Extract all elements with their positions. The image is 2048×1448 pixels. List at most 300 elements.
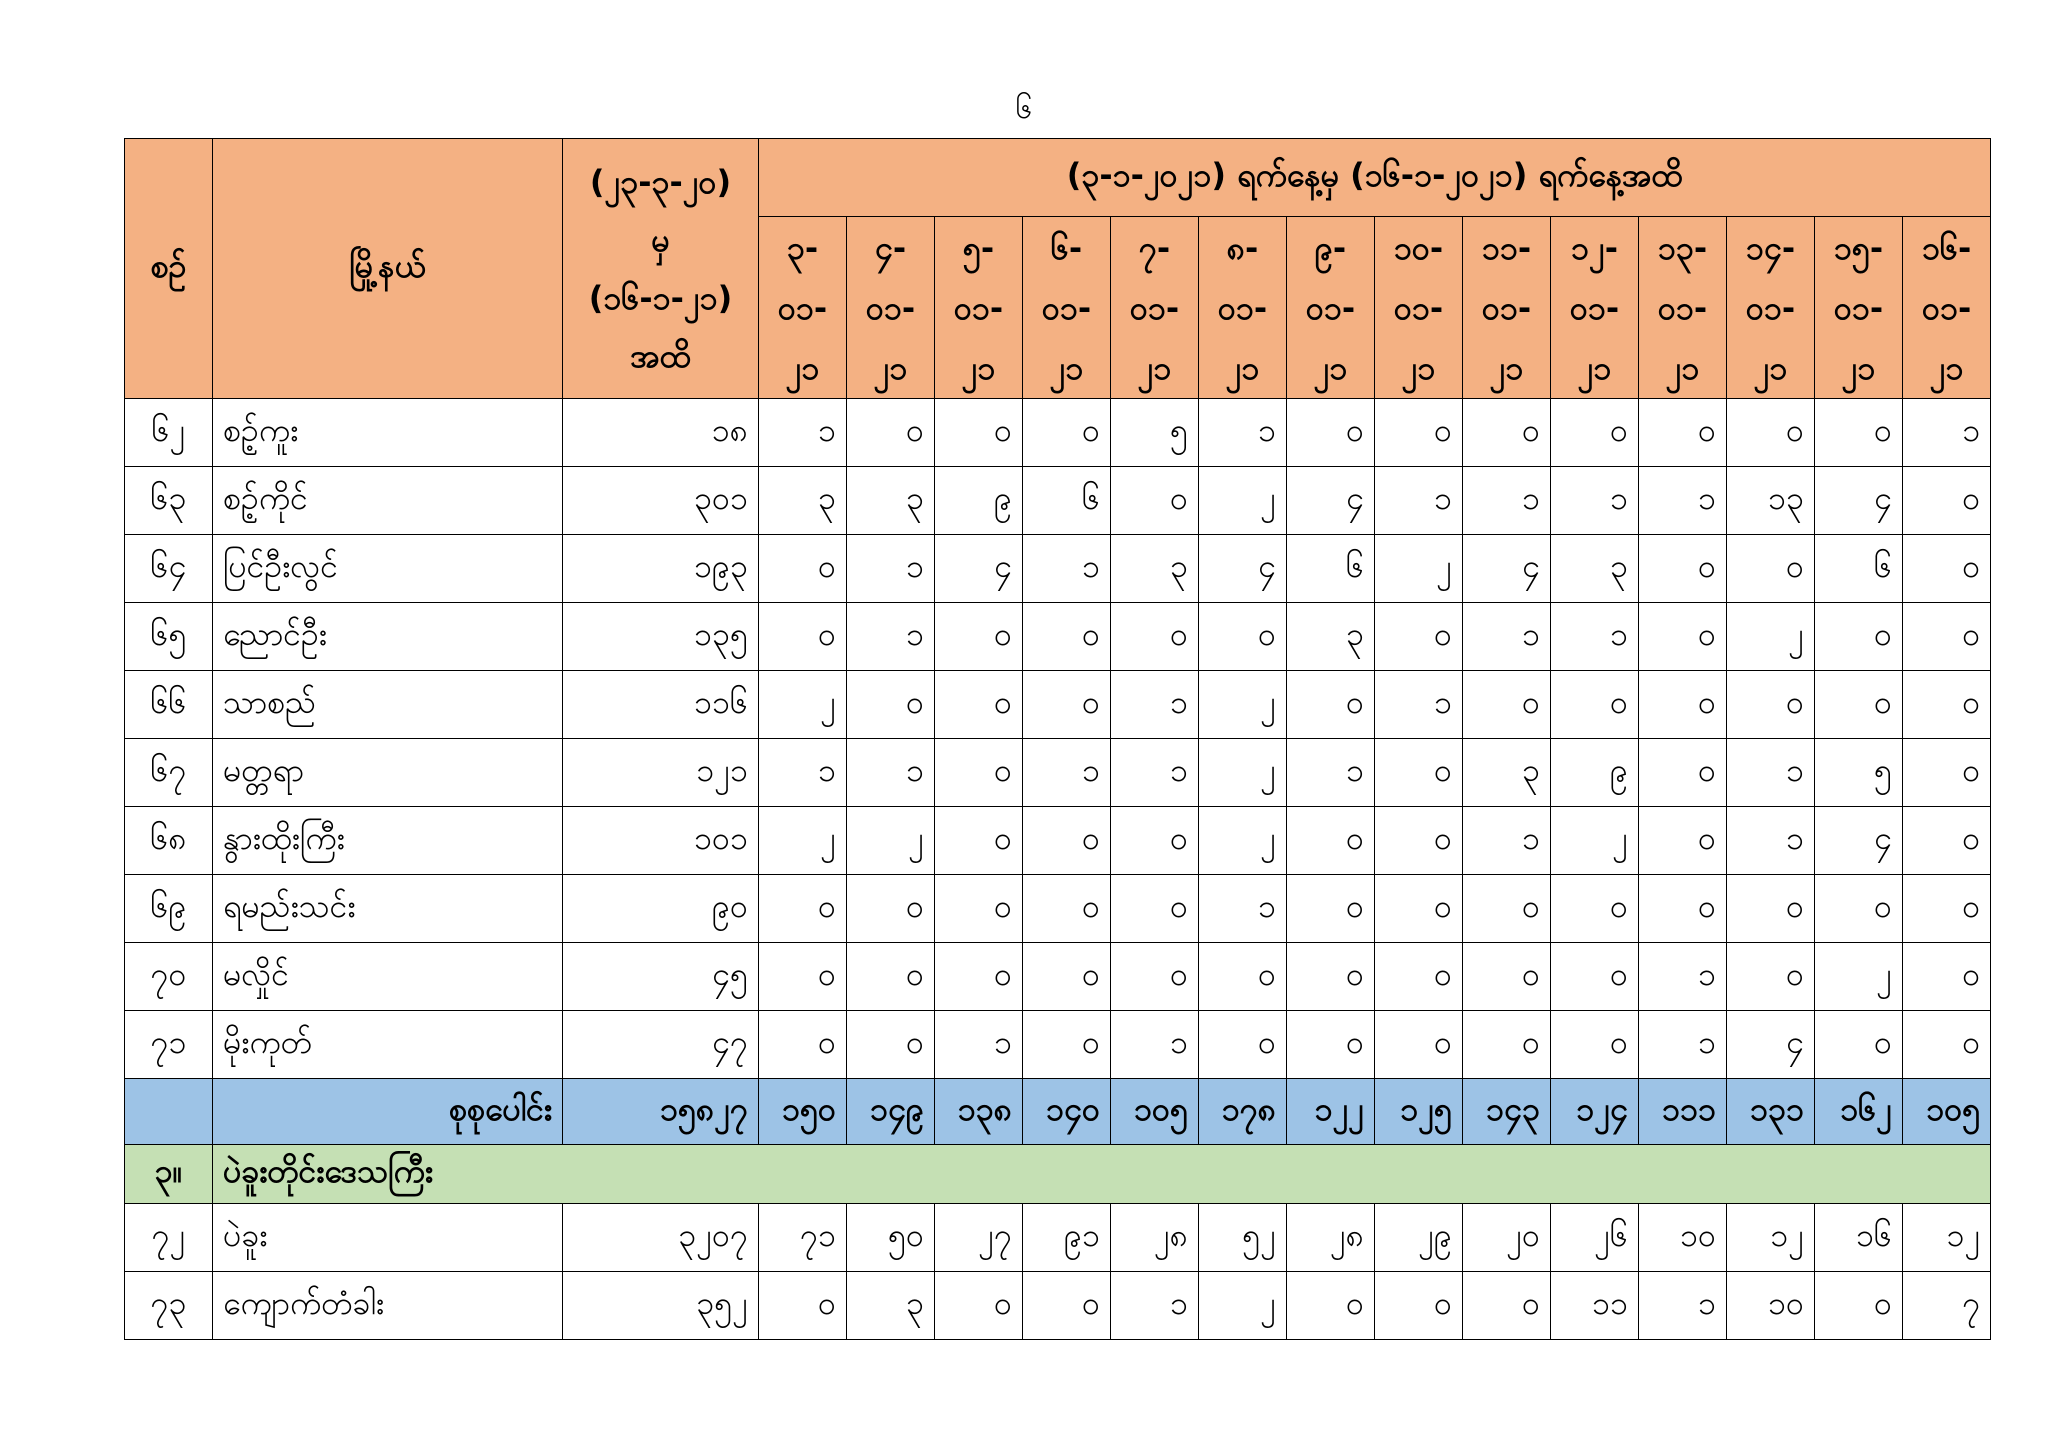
daily-count: ၀ <box>1727 535 1815 603</box>
daily-count: ၀ <box>1375 875 1463 943</box>
header-date-line: ၀၁- <box>1305 288 1356 327</box>
header-date-line: ၀၁- <box>1129 288 1180 327</box>
range-total: ၁၉၃ <box>563 535 759 603</box>
daily-count: ၁ <box>1375 671 1463 739</box>
daily-count: ၀ <box>1111 943 1199 1011</box>
header-township: မြို့နယ် <box>213 139 563 399</box>
daily-count: ၉ <box>1551 739 1639 807</box>
daily-count: ၀ <box>935 671 1023 739</box>
row-number: ၇၀ <box>125 943 213 1011</box>
daily-count: ၁ <box>1551 467 1639 535</box>
daily-count: ၀ <box>1375 807 1463 875</box>
daily-count: ၀ <box>1815 671 1903 739</box>
daily-count: ၀ <box>1287 399 1375 467</box>
daily-count: ၀ <box>1375 739 1463 807</box>
table-body-section-a <box>125 399 1991 1079</box>
range-total: ၄၇ <box>563 1011 759 1079</box>
range-total: ၁၀၁ <box>563 807 759 875</box>
header-date-line: ၇- <box>1138 228 1171 267</box>
header-date-line: ၂၁ <box>1753 348 1788 387</box>
daily-count: ၂ <box>1727 603 1815 671</box>
header-date-line: ၈- <box>1226 228 1259 267</box>
header-date <box>935 217 1023 399</box>
header-date <box>847 217 935 399</box>
daily-count: ၂ <box>759 671 847 739</box>
daily-count: ၀ <box>1815 1272 1903 1340</box>
table-row <box>125 399 1991 467</box>
daily-count: ၀ <box>1639 535 1727 603</box>
daily-count: ၂၈ <box>1111 1204 1199 1272</box>
range-total: ၁၃၅ <box>563 603 759 671</box>
header-date-line: ၂၁ <box>1489 348 1524 387</box>
section-row <box>125 1145 1991 1204</box>
daily-count: ၀ <box>1375 1011 1463 1079</box>
township-name: ပြင်ဦးလွင် <box>213 535 563 603</box>
daily-count: ၁ <box>1639 1011 1727 1079</box>
daily-count: ၀ <box>1815 875 1903 943</box>
header-date-line: ၀၁- <box>1745 288 1796 327</box>
header-date-line: ၀၁- <box>1569 288 1620 327</box>
header-date-line: ၁၆- <box>1921 228 1972 267</box>
daily-count: ၀ <box>1199 603 1287 671</box>
daily-count: ၁ <box>1639 943 1727 1011</box>
daily-count: ၀ <box>1023 1011 1111 1079</box>
daily-count: ၂ <box>1199 671 1287 739</box>
daily-count: ၀ <box>1903 535 1991 603</box>
daily-count: ၀ <box>1551 943 1639 1011</box>
row-number: ၆၂ <box>125 399 213 467</box>
daily-count: ၀ <box>847 943 935 1011</box>
daily-count: ၀ <box>1199 1011 1287 1079</box>
table-section-header <box>125 1145 1991 1204</box>
daily-count: ၀ <box>1287 1011 1375 1079</box>
daily-count: ၁ <box>847 739 935 807</box>
daily-count: ၀ <box>1463 1011 1551 1079</box>
total-daily-value: ၁၇၈ <box>1199 1079 1287 1145</box>
daily-count: ၀ <box>935 603 1023 671</box>
daily-count: ၀ <box>1111 467 1199 535</box>
table-row <box>125 807 1991 875</box>
daily-count: ၀ <box>847 875 935 943</box>
header-date-line: ၂၁ <box>1401 348 1436 387</box>
daily-count: ၀ <box>1287 807 1375 875</box>
daily-count: ၇ <box>1903 1272 1991 1340</box>
table-row <box>125 467 1991 535</box>
total-daily-value: ၁၃၈ <box>935 1079 1023 1145</box>
daily-count: ၃ <box>759 467 847 535</box>
row-number: ၆၇ <box>125 739 213 807</box>
header-date <box>1903 217 1991 399</box>
range-total: ၁၈ <box>563 399 759 467</box>
total-daily-value: ၁၅၀ <box>759 1079 847 1145</box>
daily-count: ၅၂ <box>1199 1204 1287 1272</box>
table-row <box>125 535 1991 603</box>
header-date-line: ၀၁- <box>1657 288 1708 327</box>
row-number: ၆၄ <box>125 535 213 603</box>
table-row <box>125 671 1991 739</box>
daily-count: ၀ <box>1639 739 1727 807</box>
daily-count: ၃ <box>847 467 935 535</box>
daily-count: ၂၉ <box>1375 1204 1463 1272</box>
header-date-line: ၂၁ <box>1577 348 1612 387</box>
daily-count: ၁ <box>1551 603 1639 671</box>
header-no: စဉ် <box>125 139 213 399</box>
daily-count: ၀ <box>1639 875 1727 943</box>
range-total: ၉၀ <box>563 875 759 943</box>
daily-count: ၀ <box>1023 943 1111 1011</box>
daily-count: ၀ <box>1463 671 1551 739</box>
header-date-line: ၂၁ <box>961 348 996 387</box>
daily-count: ၀ <box>1639 399 1727 467</box>
daily-count: ၂၀ <box>1463 1204 1551 1272</box>
township-name: ပဲခူး <box>213 1204 563 1272</box>
daily-count: ၀ <box>1903 875 1991 943</box>
daily-count: ၃ <box>1463 739 1551 807</box>
daily-count: ၀ <box>847 1011 935 1079</box>
header-date <box>1639 217 1727 399</box>
daily-count: ၁ <box>1639 467 1727 535</box>
table-body-section-b <box>125 1204 1991 1340</box>
daily-count: ၁ <box>847 603 935 671</box>
row-number: ၇၁ <box>125 1011 213 1079</box>
table-row <box>125 1204 1991 1272</box>
daily-count: ၀ <box>935 807 1023 875</box>
header-date-line: ၂၁ <box>1665 348 1700 387</box>
daily-count: ၀ <box>1375 943 1463 1011</box>
daily-count: ၁ <box>935 1011 1023 1079</box>
daily-count: ၀ <box>1023 1272 1111 1340</box>
row-number: ၇၃ <box>125 1272 213 1340</box>
daily-count: ၄ <box>1815 467 1903 535</box>
daily-count: ၂ <box>1551 807 1639 875</box>
daily-count: ၂ <box>1375 535 1463 603</box>
daily-count: ၂ <box>1199 739 1287 807</box>
daily-count: ၁ <box>1727 807 1815 875</box>
header-range-line: အထိ <box>630 336 691 375</box>
daily-count: ၁ <box>1463 603 1551 671</box>
header-date-line: ၁၁- <box>1481 228 1532 267</box>
daily-count: ၂ <box>1199 1272 1287 1340</box>
daily-count: ၆ <box>1815 535 1903 603</box>
row-number: ၇၂ <box>125 1204 213 1272</box>
header-date-line: ၀၁- <box>1393 288 1444 327</box>
daily-count: ၀ <box>759 535 847 603</box>
daily-count: ၁၀ <box>1727 1272 1815 1340</box>
daily-count: ၄ <box>1199 535 1287 603</box>
daily-count: ၁ <box>1111 671 1199 739</box>
daily-count: ၀ <box>1639 807 1727 875</box>
range-total: ၄၅ <box>563 943 759 1011</box>
daily-count: ၇၁ <box>759 1204 847 1272</box>
header-date-line: ၁၅- <box>1833 228 1884 267</box>
daily-count: ၁ <box>1023 739 1111 807</box>
daily-count: ၁ <box>1463 467 1551 535</box>
daily-count: ၁ <box>1199 875 1287 943</box>
daily-count: ၀ <box>1463 1272 1551 1340</box>
header-date-line: ၂၁ <box>1225 348 1260 387</box>
table-total <box>125 1079 1991 1145</box>
daily-count: ၀ <box>1903 603 1991 671</box>
daily-count: ၁ <box>1111 1272 1199 1340</box>
daily-count: ၁ <box>1023 535 1111 603</box>
daily-count: ၀ <box>1463 875 1551 943</box>
daily-count: ၀ <box>1815 1011 1903 1079</box>
township-name: ရမည်းသင်း <box>213 875 563 943</box>
daily-count: ၀ <box>1903 671 1991 739</box>
daily-count: ၄ <box>1815 807 1903 875</box>
header-date-line: ၀၁- <box>1481 288 1532 327</box>
header-date-line: ၁၃- <box>1657 228 1708 267</box>
daily-count: ၀ <box>1287 943 1375 1011</box>
daily-count: ၀ <box>1903 739 1991 807</box>
header-date-line: ၂၁ <box>873 348 908 387</box>
township-name: မိုးကုတ် <box>213 1011 563 1079</box>
daily-count: ၀ <box>1111 603 1199 671</box>
header-range <box>563 139 759 399</box>
daily-count: ၀ <box>1111 875 1199 943</box>
daily-count: ၀ <box>1023 399 1111 467</box>
total-daily-value: ၁၁၁ <box>1639 1079 1727 1145</box>
table-row <box>125 875 1991 943</box>
daily-count: ၀ <box>1023 807 1111 875</box>
daily-count: ၃ <box>847 1272 935 1340</box>
daily-count: ၀ <box>1111 807 1199 875</box>
header-date-line: ၂၁ <box>1841 348 1876 387</box>
township-name: ကျောက်တံခါး <box>213 1272 563 1340</box>
table-row <box>125 1272 1991 1340</box>
header-date <box>1199 217 1287 399</box>
header-date-line: ၁၄- <box>1745 228 1796 267</box>
header-date <box>1727 217 1815 399</box>
daily-count: ၂၇ <box>935 1204 1023 1272</box>
header-date-line: ၀၁- <box>1217 288 1268 327</box>
township-name: နွားထိုးကြီး <box>213 807 563 875</box>
header-range-line: မှ <box>651 220 670 259</box>
daily-count: ၀ <box>1727 399 1815 467</box>
daily-count: ၂ <box>1815 943 1903 1011</box>
header-date-line: ၀၁- <box>953 288 1004 327</box>
daily-count: ၁ <box>759 399 847 467</box>
daily-count: ၀ <box>1287 671 1375 739</box>
daily-count: ၀ <box>1023 671 1111 739</box>
total-daily-value: ၁၀၅ <box>1903 1079 1991 1145</box>
township-name: ညောင်ဦး <box>213 603 563 671</box>
daily-count: ၁ <box>759 739 847 807</box>
total-daily-value: ၁၄၃ <box>1463 1079 1551 1145</box>
range-total: ၃၀၁ <box>563 467 759 535</box>
table-row <box>125 943 1991 1011</box>
daily-count: ၂၆ <box>1551 1204 1639 1272</box>
daily-count: ၀ <box>759 603 847 671</box>
daily-count: ၁ <box>1639 1272 1727 1340</box>
daily-count: ၀ <box>1551 1011 1639 1079</box>
range-total: ၁၂၁ <box>563 739 759 807</box>
daily-count: ၀ <box>935 739 1023 807</box>
header-date-line: ၀၁- <box>1833 288 1884 327</box>
total-daily-value: ၁၂၄ <box>1551 1079 1639 1145</box>
row-number: ၆၃ <box>125 467 213 535</box>
page-number: ၆ <box>1015 91 1033 126</box>
total-daily-value: ၁၆၂ <box>1815 1079 1903 1145</box>
daily-count: ၀ <box>759 943 847 1011</box>
daily-count: ၄ <box>1463 535 1551 603</box>
total-label: စုစုပေါင်း <box>213 1079 563 1145</box>
daily-count: ၀ <box>1903 943 1991 1011</box>
daily-count: ၀ <box>759 875 847 943</box>
header-date-line: ၂၁ <box>1929 348 1964 387</box>
header-date-line: ၅- <box>962 228 995 267</box>
daily-count: ၀ <box>1815 399 1903 467</box>
daily-count: ၀ <box>1815 603 1903 671</box>
daily-count: ၀ <box>1903 807 1991 875</box>
daily-count: ၄ <box>935 535 1023 603</box>
township-name: စဉ့်ကိုင် <box>213 467 563 535</box>
daily-count: ၃ <box>1287 603 1375 671</box>
daily-count: ၁ <box>1199 399 1287 467</box>
total-daily-value: ၁၄၀ <box>1023 1079 1111 1145</box>
daily-count: ၀ <box>1551 875 1639 943</box>
daily-count: ၀ <box>935 399 1023 467</box>
header-date <box>1463 217 1551 399</box>
daily-count: ၆ <box>1023 467 1111 535</box>
daily-count: ၀ <box>1727 875 1815 943</box>
daily-count: ၀ <box>1639 603 1727 671</box>
daily-count: ၁ <box>1903 399 1991 467</box>
daily-count: ၉ <box>935 467 1023 535</box>
daily-count: ၀ <box>1727 943 1815 1011</box>
daily-count: ၁၃ <box>1727 467 1815 535</box>
daily-count: ၀ <box>935 1272 1023 1340</box>
township-name: သာစည် <box>213 671 563 739</box>
daily-count: ၀ <box>1375 603 1463 671</box>
range-total: ၁၁၆ <box>563 671 759 739</box>
daily-count: ၅၀ <box>847 1204 935 1272</box>
daily-count: ၅ <box>1111 399 1199 467</box>
header-date <box>1375 217 1463 399</box>
daily-count: ၀ <box>1287 1272 1375 1340</box>
daily-count: ၁၁ <box>1551 1272 1639 1340</box>
daily-count: ၁၂ <box>1727 1204 1815 1272</box>
header-daily-title: (၃-၁-၂၀၂၁) ရက်နေ့မှ (၁၆-၁-၂၀၂၁) ရက်နေ့အထိ <box>759 139 1991 217</box>
daily-count: ၀ <box>1287 875 1375 943</box>
header-date-line: ၂၁ <box>1313 348 1348 387</box>
table-header <box>125 139 1991 399</box>
daily-count: ၀ <box>1023 603 1111 671</box>
header-date <box>1111 217 1199 399</box>
daily-count: ၀ <box>1463 943 1551 1011</box>
range-total: ၃၂၀၇ <box>563 1204 759 1272</box>
daily-count: ၀ <box>1199 943 1287 1011</box>
row-number: ၆၆ <box>125 671 213 739</box>
daily-count: ၁၂ <box>1903 1204 1991 1272</box>
header-date-line: ၀၁- <box>865 288 916 327</box>
daily-count: ၀ <box>759 1011 847 1079</box>
row-number: ၆၅ <box>125 603 213 671</box>
daily-count: ၁၀ <box>1639 1204 1727 1272</box>
daily-count: ၀ <box>759 1272 847 1340</box>
header-date-line: ၉- <box>1314 228 1347 267</box>
daily-count: ၀ <box>935 875 1023 943</box>
total-range-value: ၁၅၈၂၇ <box>563 1079 759 1145</box>
daily-count: ၁ <box>1111 1011 1199 1079</box>
total-empty-cell <box>125 1079 213 1145</box>
daily-count: ၀ <box>1639 671 1727 739</box>
header-date-line: ၂၁ <box>785 348 820 387</box>
header-date-line: ၂၁ <box>1137 348 1172 387</box>
header-range-line: (၂၃-၃-၂၀) <box>589 162 732 201</box>
total-daily-value: ၁၀၅ <box>1111 1079 1199 1145</box>
daily-count: ၁ <box>1111 739 1199 807</box>
header-date <box>1023 217 1111 399</box>
daily-count: ၁ <box>1463 807 1551 875</box>
total-daily-value: ၁၂၂ <box>1287 1079 1375 1145</box>
header-range-line: (၁၆-၁-၂၁) <box>588 278 733 317</box>
header-date <box>1815 217 1903 399</box>
daily-count: ၀ <box>1375 1272 1463 1340</box>
daily-count: ၀ <box>935 943 1023 1011</box>
section-title: ပဲခူးတိုင်းဒေသကြီး <box>213 1145 1991 1204</box>
township-name: မလှိုင် <box>213 943 563 1011</box>
total-row <box>125 1079 1991 1145</box>
total-daily-value: ၁၂၅ <box>1375 1079 1463 1145</box>
daily-count: ၁ <box>847 535 935 603</box>
daily-count: ၃ <box>1111 535 1199 603</box>
daily-count: ၀ <box>1727 671 1815 739</box>
header-date-line: ၀၁- <box>777 288 828 327</box>
daily-count: ၁ <box>1287 739 1375 807</box>
header-date <box>1287 217 1375 399</box>
header-date-line: ၄- <box>874 228 907 267</box>
daily-count: ၂ <box>1199 467 1287 535</box>
daily-count: ၂၈ <box>1287 1204 1375 1272</box>
header-date-line: ၀၁- <box>1921 288 1972 327</box>
table-row <box>125 603 1991 671</box>
daily-count: ၉၁ <box>1023 1204 1111 1272</box>
table-row <box>125 739 1991 807</box>
daily-count: ၀ <box>1551 671 1639 739</box>
total-daily-value: ၁၃၁ <box>1727 1079 1815 1145</box>
row-number: ၆၈ <box>125 807 213 875</box>
daily-count: ၁၆ <box>1815 1204 1903 1272</box>
section-number: ၃။ <box>125 1145 213 1204</box>
table-row <box>125 1011 1991 1079</box>
daily-count: ၀ <box>1903 467 1991 535</box>
header-date <box>759 217 847 399</box>
daily-count: ၂ <box>1199 807 1287 875</box>
header-date <box>1551 217 1639 399</box>
header-date-line: ၁၀- <box>1393 228 1444 267</box>
township-name: စဉ့်ကူး <box>213 399 563 467</box>
total-daily-value: ၁၄၉ <box>847 1079 935 1145</box>
daily-count: ၀ <box>1023 875 1111 943</box>
header-date-line: ၀၁- <box>1041 288 1092 327</box>
daily-count: ၂ <box>847 807 935 875</box>
daily-count: ၁ <box>1375 467 1463 535</box>
header-date-line: ၁၂- <box>1571 228 1618 267</box>
daily-count: ၀ <box>1551 399 1639 467</box>
range-total: ၃၅၂ <box>563 1272 759 1340</box>
daily-count: ၀ <box>1903 1011 1991 1079</box>
daily-count: ၄ <box>1287 467 1375 535</box>
daily-count: ၀ <box>847 671 935 739</box>
covid-township-table <box>124 138 1991 1340</box>
township-name: မတ္တရာ <box>213 739 563 807</box>
row-number: ၆၉ <box>125 875 213 943</box>
daily-count: ၄ <box>1727 1011 1815 1079</box>
daily-count: ၂ <box>759 807 847 875</box>
header-date-line: ၃- <box>786 228 819 267</box>
header-date-line: ၂၁ <box>1049 348 1084 387</box>
